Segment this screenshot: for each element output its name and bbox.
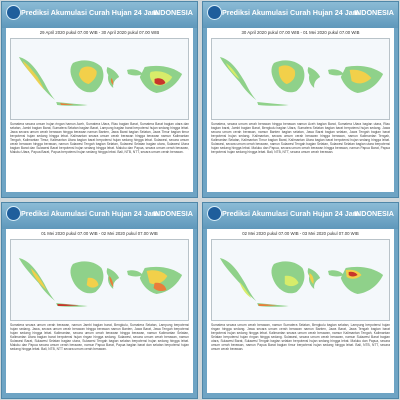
card-title: Prediksi Akumulasi Curah Hujan 24 Jam [222, 209, 360, 218]
indonesia-map-svg [11, 39, 188, 119]
bmkg-logo-icon [207, 206, 222, 221]
indonesia-map-svg [212, 39, 389, 119]
card-content [207, 229, 394, 393]
card-header [2, 2, 197, 28]
card-title: Prediksi Akumulasi Curah Hujan 24 Jam [21, 209, 159, 218]
forecast-description: Sumatera secara umum hujan ringan hamun Aceh, Sumatera Utara, Riau bagian Barat, Sumatera Barat bagian utara dan selatan, Jambi bagian Barat, Sumatera Selatan bagian Barat, Lampung bagian barat berpotensi hujan sedang hingga lebat. Jawa secara umum cerah berawan hingga berawan namun Banten, Jawa Barat bagian Selatan, Jawa Timur bagian timur berpotensi hujan sedang hingga lebat. Kalimantan secara umum cerah berawan hingga berawan namun Kalimantan Tengah, Kalimantan Timur, Kalimantan Utara bagian barat berpotensi hujan sedang hingga lebat. Sulawesi, secara umum cerah berawan hingga berawan, namun Sulawesi Tengah bagian Selatan, Sulawesi Selatan bagian utara, Sulawesi Utara bagian Barat dan Sulawesi Barat berpotensi hujan sedang hingga lebat. Maluku dan Papua, secara umum cerah berawan, Maluku Utara, Papua Barat, Papua berpotensi hujan sedang hingga lebat. Bali, NTB, NTT, secara umum cerah berawan. [10, 122, 189, 155]
forecast-date: 29 April 2020 pukul 07.00 WIB - 30 April 2020 pukul 07.00 WIB [39, 30, 160, 35]
card-header [203, 2, 398, 28]
country-label: INDONESIA [153, 8, 193, 17]
country-label: INDONESIA [354, 8, 394, 17]
forecast-description: Sumatera, secara umum cerah berawan hingga berawan namun Aceh bagian Barat, Sumatera Utara bagian utara, Riau bagian barat, Jambi bagian Barat, Bengkulu bagian Utara, Sumatera Selatan bagian barat berpotensi hujan sedang. Jawa secara umum cerah berawan, namun Banten bagian selatan, Jawa Barat bagian selatan, Jawa Tengah bagian barat berpotensi hujan sedang. Kalimantan, secara umum cerah berawan hingga berawan, namun Kalimantan Tengah, Kalimantan Selatan, Kalimantan Timur bagian Barat, Kalimantan Utara bagian barat berpotensi hujan sedang hingga lebat. Sulawesi, secara umum cerah berawan, namun Sulawesi Tengah bagian Selatan, Sulawesi Selatan bagian utara berpotensi hujan sedang hingga lebat. Maluku dan Papua, secara umum cerah berawan hingga berawan, namun Papua Barat, Papua berpotensi hujan sedang hingga lebat. Bali, NTB, NTT, secara umum cerah berawan. [211, 122, 390, 155]
forecast-card [1, 1, 198, 198]
rainfall-map [211, 239, 390, 321]
bmkg-logo-icon [207, 5, 222, 20]
bmkg-logo-icon [6, 5, 21, 20]
forecast-card [202, 202, 399, 399]
forecast-card [1, 202, 198, 399]
card-content [6, 229, 193, 393]
card-title-row [21, 209, 193, 221]
card-title-row [21, 8, 193, 20]
bmkg-logo-icon [6, 206, 21, 221]
forecast-card [202, 1, 399, 198]
card-title: Prediksi Akumulasi Curah Hujan 24 Jam [222, 8, 360, 17]
card-header [2, 203, 197, 229]
rainfall-map [211, 38, 390, 120]
card-title-row [222, 209, 394, 221]
card-header [203, 203, 398, 229]
card-content [207, 28, 394, 192]
card-title: Prediksi Akumulasi Curah Hujan 24 Jam [21, 8, 159, 17]
forecast-date: 30 April 2020 pukul 07.00 WIB - 01 Mei 2020 pukul 07.00 WIB [241, 30, 360, 35]
forecast-description: Sumatera secara umum cerah berawan, namun Jambi bagian barat, Bengkulu, Sumatera Selatan, Lampung berpotensi hujan sedang. Jawa, secara umum cerah berawan hingga berawan namun Banten, Jawa Barat, Jawa Tengah berpotensi hujan sedang hingga lebat. Kalimantan, secara umum cerah berawan hingga berawan, namun Kalimantan Selatan, Kalimantan Utara bagian barat berpotensi hujan ringan hingga sedang. Sulawesi, secara umum cerah berawan, namun Sulawesi Barat, Sulawesi Selatan bagian utara, Sulawesi Tengah bagian selatan berpotensi hujan sedang hingga lebat. Maluku dan Papua secara umum cerah berawan, namun Papua Barat, Papua bagian barat dan selatan berpotensi hujan sedang hingga lebat. Bali, NTB, NTT secara umum cerah berawan. [10, 323, 189, 352]
indonesia-map-svg [212, 240, 389, 320]
rainfall-map [10, 38, 189, 120]
forecast-date: 02 Mei 2020 pukul 07.00 WIB - 03 Mei 2020 pukul 07.00 WIB [242, 231, 359, 236]
card-content [6, 28, 193, 192]
forecast-date: 01 Mei 2020 pukul 07.00 WIB - 02 Mei 2020 pukul 07.00 WIB [41, 231, 158, 236]
rainfall-map [10, 239, 189, 321]
country-label: INDONESIA [153, 209, 193, 218]
country-label: INDONESIA [354, 209, 394, 218]
card-title-row [222, 8, 394, 20]
forecast-description: Sumatera secara umum cerah berawan, namun Sumatera Selatan, Bengkulu bagian selatan, Lampung berpotensi hujan ringan hingga sedang. Jawa secara umum cerah berawan namun Banten, Jawa Barat, Jawa Tengah bagian barat berpotensi hujan sedang hingga lebat. Kalimantan secara umum cerah berawan, namun Kalimantan Tengah, Kalimantan Selatan berpotensi hujan ringan hingga sedang. Sulawesi, secara umum cerah berawan, namun Sulawesi Barat bagian utara, Sulawesi Barat, Sulawesi Tengah bagian selatan berpotensi hujan sedang hingga lebat. Maluku dan Papua, secara umum cerah berawan, namun Papua Barat bagian timur berpotensi hujan sedang hingga lebat. Bali, NTB, NTT, secara umum cerah berawan. [211, 323, 390, 352]
indonesia-map-svg [11, 240, 188, 320]
